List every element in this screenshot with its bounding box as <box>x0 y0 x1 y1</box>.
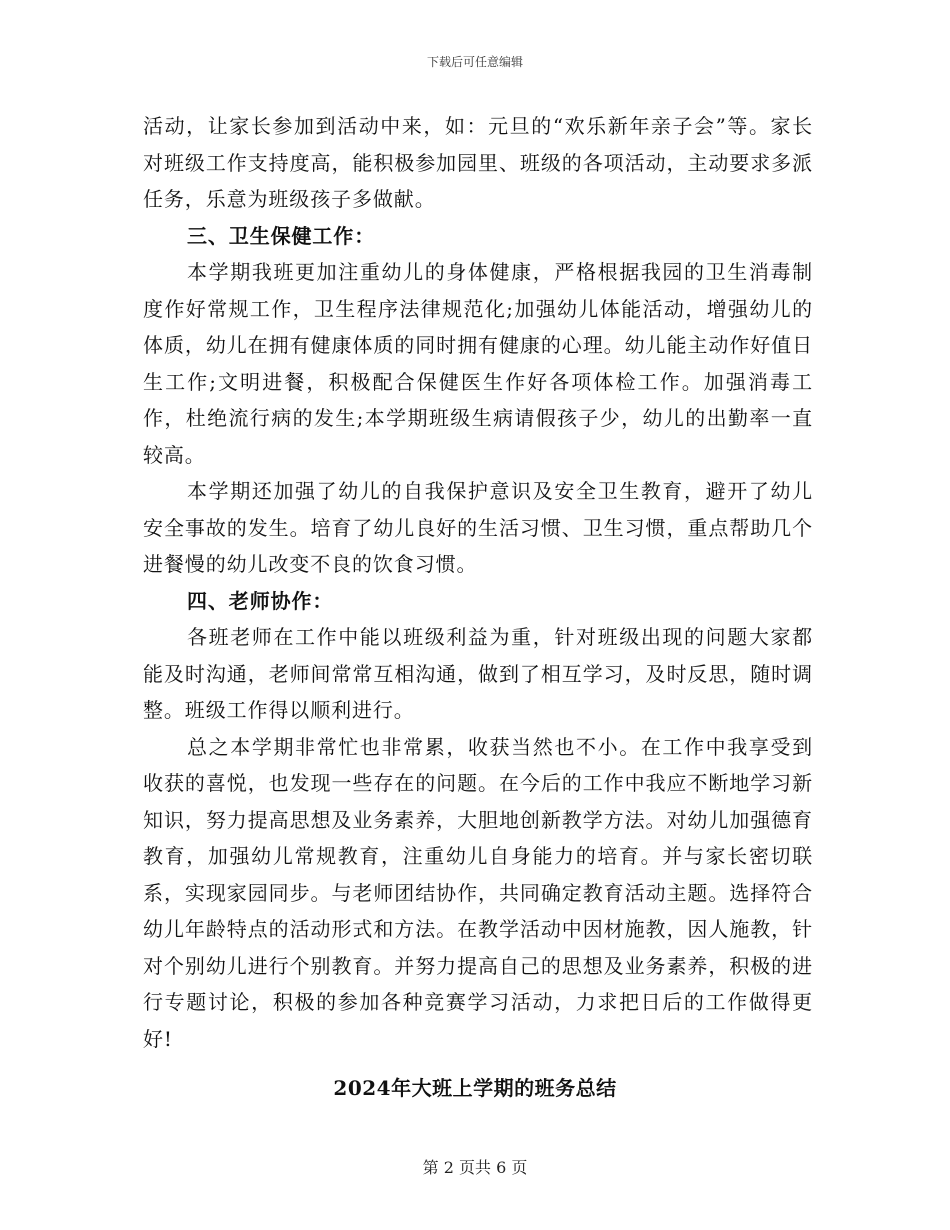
paragraph-parent-activities: 活动，让家长参加到活动中来，如：元旦的“欢乐新年亲子会”等。家长对班级工作支持度高，能积极参加园里、班级的各项活动，主动要求多派任务，乐意为班级孩子多做献。 <box>143 114 813 211</box>
paragraph-cooperation: 各班老师在工作中能以班级利益为重，针对班级出现的问题大家都能及时沟通，老师间常常互相沟通，做到了相互学习，及时反思，随时调整。班级工作得以顺利进行。 <box>143 625 813 722</box>
paragraph-health: 本学期我班更加注重幼儿的身体健康，严格根据我园的卫生消毒制度作好常规工作，卫生程序法律规范化;加强幼儿体能活动，增强幼儿的体质，幼儿在拥有健康体质的同时拥有健康的心理。幼儿能主动作好值日生工作;文明进餐，积极配合保健医生作好各项体检工作。加强消毒工作，杜绝流行病的发生;本学期班级生病请假孩子少，幼儿的出勤率一直较高。 <box>143 260 813 467</box>
paragraph-safety: 本学期还加强了幼儿的自我保护意识及安全卫生教育，避开了幼儿安全事故的发生。培育了幼儿良好的生活习惯、卫生习惯，重点帮助几个进餐慢的幼儿改变不良的饮食习惯。 <box>143 479 813 576</box>
header-note: 下载后可任意编辑 <box>426 55 523 69</box>
paragraph-summary: 总之本学期非常忙也非常累，收获当然也不小。在工作中我享受到收获的喜悦，也发现一些存在的问题。在今后的工作中我应不断地学习新知识，努力提高思想及业务素养，大胆地创新教学方法。对幼儿加强德育教育，加强幼儿常规教育，注重幼儿自身能力的培育。并与家长密切联系，实现家园同步。与老师团结协作，共同确定教育活动主题。选择符合幼儿年龄特点的活动形式和方法。在教学活动中因材施教，因人施教，针对个别幼儿进行个别教育。并努力提高自己的思想及业务素养，积极的进行专题讨论，积极的参加各种竞赛学习活动，力求把日后的工作做得更好! <box>143 734 813 1051</box>
section-heading-hygiene: 三、卫生保健工作： <box>187 223 376 248</box>
page-number: 第 2 页共 6 页 <box>422 1158 528 1177</box>
document-title: 2024年大班上学期的班务总结 <box>333 1076 617 1100</box>
section-heading-teacher-cooperation: 四、老师协作： <box>187 588 334 613</box>
document-body <box>143 108 813 1057</box>
